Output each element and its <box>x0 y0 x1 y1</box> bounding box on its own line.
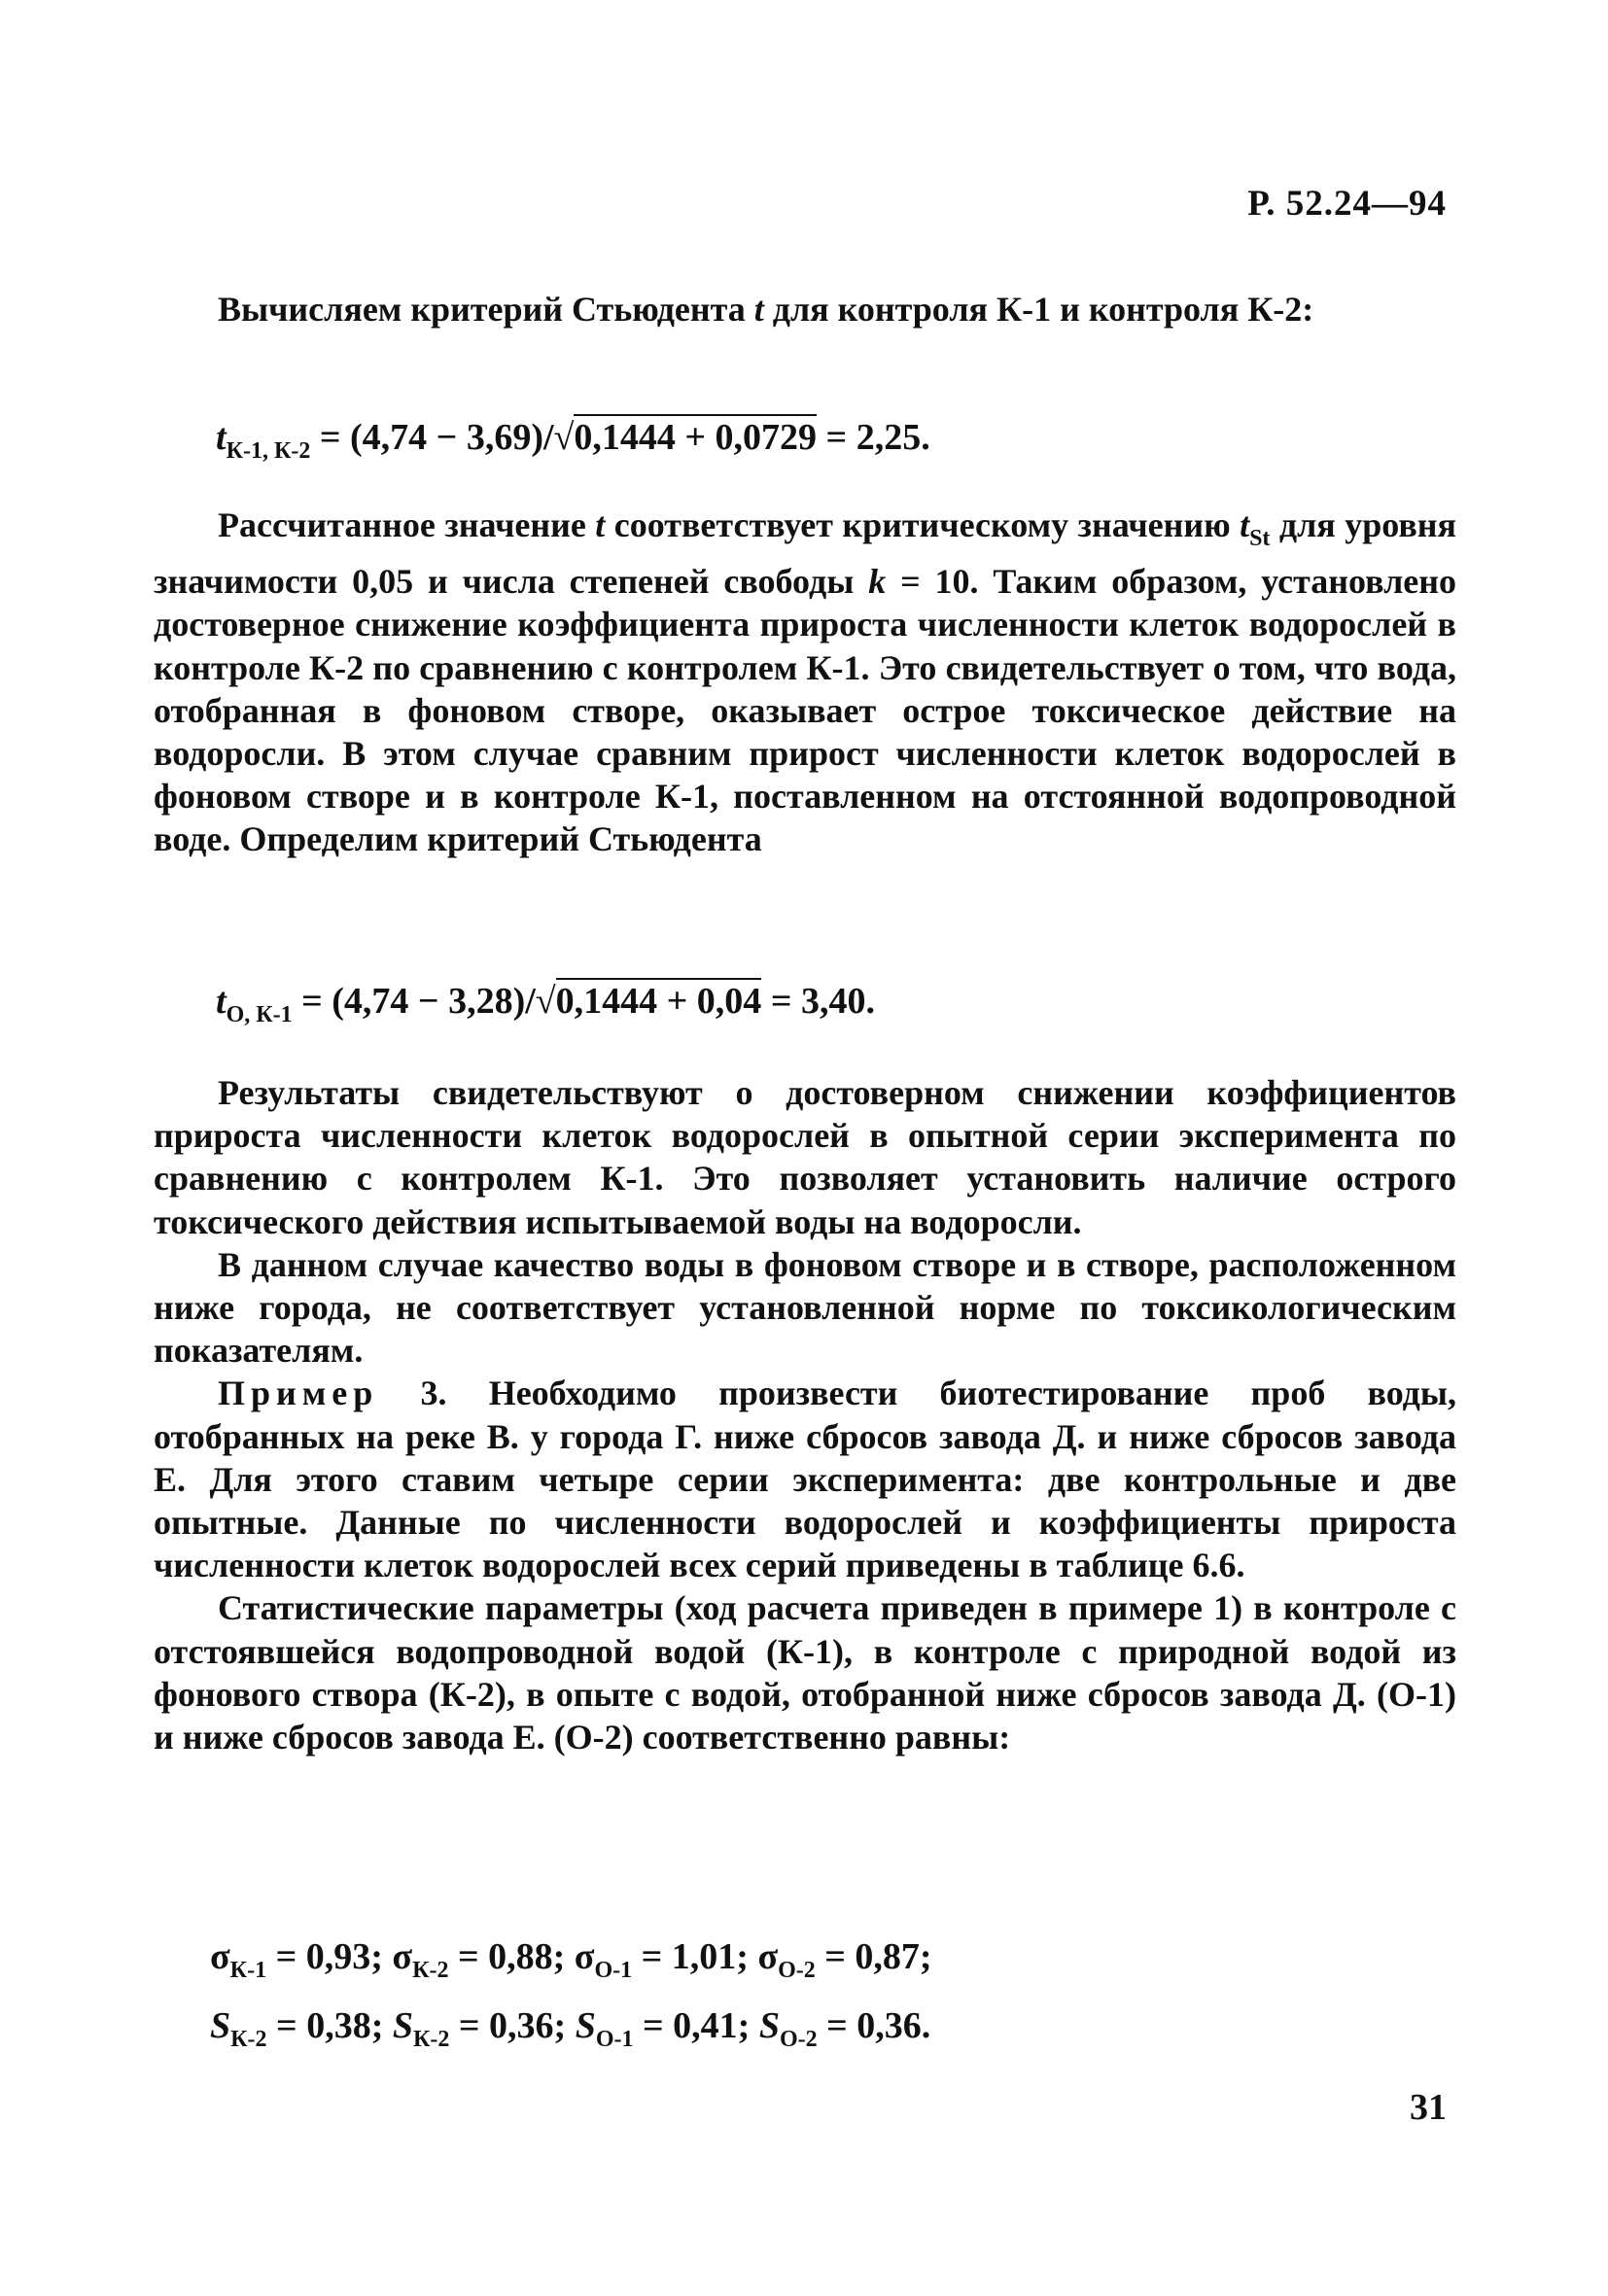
results-paragraph: Результаты свидетельствуют о достоверном снижении коэффициентов прироста численности клеток водорослей в опытной серии эксперимента по сравнению с контролем К-1. Это позволяет установить наличие острого токсического действия испытываемой воды на водоросли. <box>154 1073 1456 1241</box>
sigma-row: $\sigma_{К-1} = 0,93$; $\sigma_{К-2} = 0,88$; $\sigma_{О-1} = 1,01$; $\sigma_{О-2} = 0,87$; <box>210 1936 932 1983</box>
intro-paragraph: Вычисляем критерий Стьюдента t для контроля К-1 и контроля К-2: <box>218 290 1314 329</box>
water-quality-paragraph: В данном случае качество воды в фоновом створе и в створе, расположенном ниже города, не соответствует установленной норме по токсикологическим показателям. <box>154 1244 1456 1371</box>
student-formula-o-k1: $t_{О, К-1} = (4,74 - 3,28)/√0,1444 + 0,04 = 3,40$. <box>216 980 875 1028</box>
result-paragraph: Рассчитанное значение t соответствует критическому значению $t_{St}$ для уровня значимости 0,05 и числа степеней свободы k = 10. Таким образом, установлено достоверное снижение коэффициента прироста численности клеток водорослей в контроле К-2 по сравнению с контролем К-1. Это свидетельствует о том, что вода, отобранная в фоновом створе, оказывает острое токсическое действие на водоросли. В этом случае сравним прирост численности клеток водорослей в фоновом створе и в контроле К-1, поставленном на отстоянной водопроводной воде. Определим критерий Стьюдента <box>154 505 1457 859</box>
document-code: Р. 52.24—94 <box>1247 184 1447 224</box>
conclusion-paragraphs <box>154 1071 1456 1758</box>
student-formula-k1-k2: $t_{К-1, К-2} = (4,74 - 3,69)/√0,1444 + 0,0729 = 2,25$. <box>216 416 930 465</box>
statistics-values <box>210 1930 932 2068</box>
s-row: $S_{К-2} = 0,38$; $S_{К-2} = 0,36$; $S_{О-1} = 0,41$; $S_{О-2} = 0,36$. <box>210 2005 931 2052</box>
example-3-paragraph: Пример 3. Необходимо произвести биотестирование проб воды, отобранных на реке В. у города Г. ниже сбросов завода Д. и ниже сбросов завода Е. Для этого ставим четыре серии эксперимента: две контрольные и две опытные. Данные по численности водорослей и коэффициенты прироста численности клеток водорослей всех серий приведены в таблице 6.6. <box>154 1374 1456 1585</box>
page-number: 31 <box>1410 2087 1447 2128</box>
statistics-paragraph: Статистические параметры (ход расчета приведен в примере 1) в контроле с отстоявшейся водопроводной водой (К-1), в контроле с природной водой из фонового створа (К-2), в опыте с водой, отобранной ниже сбросов завода Д. (О-1) и ниже сбросов завода Е. (О-2) соответственно равны: <box>154 1588 1456 1757</box>
